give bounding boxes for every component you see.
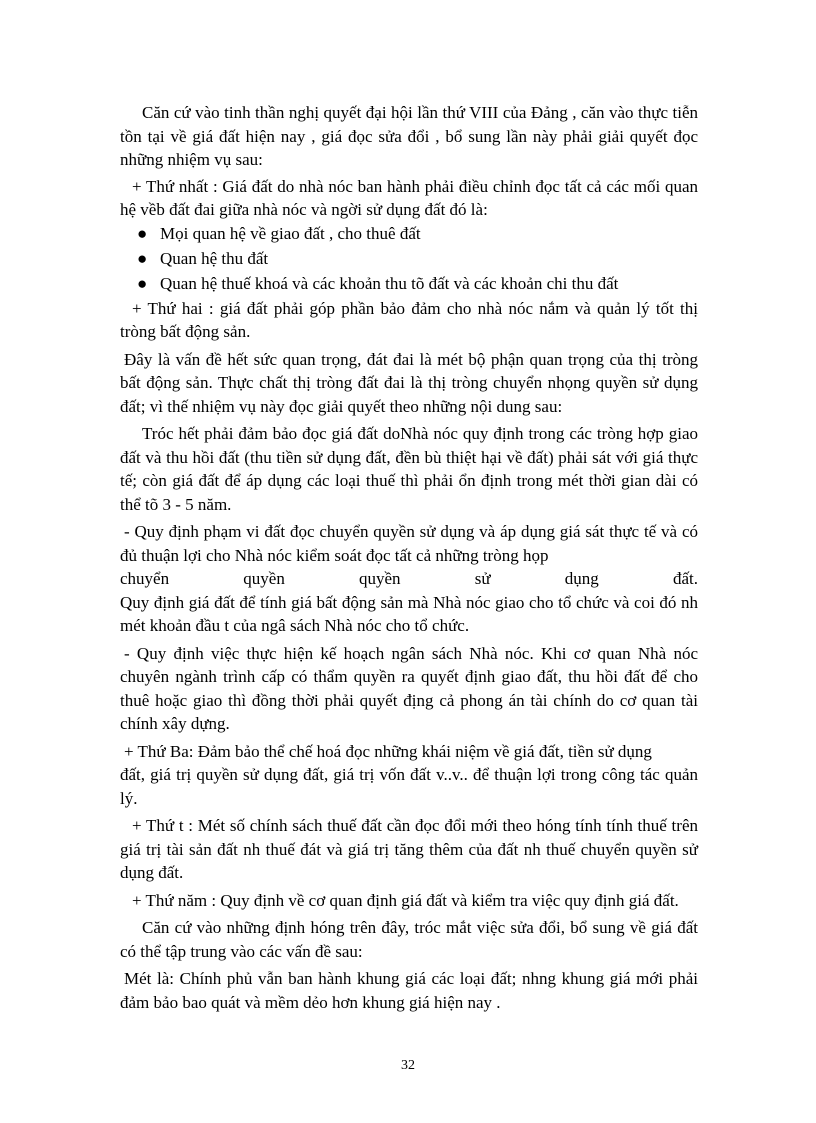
paragraph-real-estate: Đây là vấn đề hết sức quan trọng, đát đai là mét bộ phận quan trọng của thị tròng bất động sản. Thực chất thị tròng đất đai là thị tròng chuyển nhọng quyền sử dụng đất; vì thế nhiệm vụ này đọc giải quyết theo những nội dung sau: xyxy=(120,349,698,416)
paragraph-budget: - Quy định việc thực hiện kế hoạch ngân sách Nhà nóc. Khi cơ quan Nhà nóc chuyên ngành trình cấp có thẩm quyền ra quyết định giao đất, thu hồi đất để cho thuê hoặc giao thì đồng thời phải quyết địng cả phong án tài chính do cơ quan tài chính xây dựng. xyxy=(120,643,698,733)
spread-word: quyền xyxy=(243,569,285,588)
paragraph-second-task: + Thứ hai : giá đất phải góp phần bảo đảm cho nhà nóc nắm và quản lý tốt thị tròng bất động sản. xyxy=(120,298,698,341)
list-item-text: Quan hệ thuế khoá và các khoản thu tõ đất và các khoản chi thu đất xyxy=(160,273,619,293)
spread-word: sử xyxy=(474,569,491,588)
spread-line xyxy=(120,567,698,591)
spread-word: dụng xyxy=(564,569,599,588)
list-item xyxy=(120,272,698,297)
paragraph-first-point: Mét là: Chính phủ vẫn ban hành khung giá các loại đất; nhng khung giá mới phải đảm bảo bao quát và mềm dẻo hơn khung giá hiện nay . xyxy=(120,969,698,1012)
paragraph-intro: Căn cứ vào tinh thần nghị quyết đại hội lần thứ VIII của Đảng , căn vào thực tiễn tồn tại về giá đất hiện nay , giá đọc sửa đổi , bổ sung lần này phải giải quyết đọc những nhiệm vụ sau: xyxy=(120,103,698,169)
list-item-text: Quan hệ thu đất xyxy=(160,248,269,268)
paragraph-scope: - Quy định phạm vi đất đọc chuyển quyền sử dụng và áp dụng giá sát thực tế và có đủ thuận lợi cho Nhà nóc kiểm soát đọc tất cả những tròng họp xyxy=(120,522,698,565)
paragraph-orientation: Căn cứ vào những định hóng trên đây, tróc mắt việc sửa đổi, bổ sung về giá đất có thể tập trung vào các vấn đề sau: xyxy=(120,918,698,961)
list-item xyxy=(120,247,698,272)
paragraph-land-price: Tróc hết phải đảm bảo đọc giá đất doNhà nóc quy định trong các tròng hợp giao đất và thu hồi đất (thu tiền sử dụng đất, đền bù thiệt hại về đất) phải sát với giá thực tế; còn giá đất để áp dụng các loại thuế thì phải ổn định trong mét thời gian dài có thể tõ 3 - 5 năm. xyxy=(120,424,698,514)
spread-word: chuyển xyxy=(120,569,170,588)
paragraph-third-task-cont: đất, giá trị quyền sử dụng đất, giá trị vốn đất v..v.. để thuận lợi trong công tác quản lý. xyxy=(120,765,698,808)
page-number: 32 xyxy=(401,1058,415,1073)
page-content xyxy=(120,101,698,1014)
bullet-icon: ● xyxy=(137,273,148,293)
spread-word: đất. xyxy=(672,569,698,588)
list-item xyxy=(120,222,698,247)
bullet-list xyxy=(120,222,698,297)
paragraph-third-task: + Thứ Ba: Đảm bảo thể chế hoá đọc những khái niệm về giá đất, tiền sử dụng xyxy=(124,741,652,761)
paragraph-scope-tail: Quy định giá đất để tính giá bất động sản mà Nhà nóc giao cho tổ chức và coi đó nh mét khoản đầu t của ngâ sách Nhà nóc cho tổ chức. xyxy=(120,592,698,635)
bullet-icon: ● xyxy=(137,248,148,268)
paragraph-first-task: + Thứ nhất : Giá đất do nhà nóc ban hành phải điều chỉnh đọc tất cả các mối quan hệ vềb đất đai giữa nhà nóc và ngời sử dụng đất đó là: xyxy=(120,176,698,219)
spread-word: quyền xyxy=(359,569,401,588)
bullet-icon: ● xyxy=(137,223,148,243)
paragraph-fourth-task: + Thứ t : Mét số chính sách thuế đất cần đọc đổi mới theo hóng tính tính thuế trên giá trị tài sản đất nh thuế đát và giá trị tăng thêm của đất nh thuế chuyển quyền sử dụng đất. xyxy=(120,816,698,882)
paragraph-fifth-task: + Thứ năm : Quy định về cơ quan định giá đất và kiểm tra việc quy định giá đất. xyxy=(132,890,679,910)
list-item-text: Mọi quan hệ về giao đất , cho thuê đất xyxy=(160,223,421,243)
